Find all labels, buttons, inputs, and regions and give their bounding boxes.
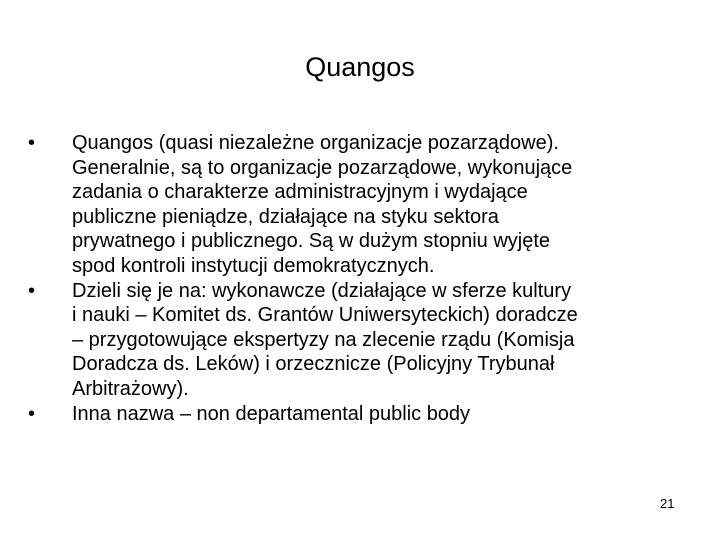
bullet-icon: • [28, 279, 36, 302]
bullet-icon: • [28, 132, 36, 154]
bullet-text-line: publiczne pieniądze, działające na styku sektora [72, 205, 499, 228]
bullet-text-line: i nauki – Komitet ds. Grantów Uniwersyteckich) doradcze [72, 304, 578, 327]
bullet-item [0, 279, 720, 402]
bullet-item [0, 402, 720, 427]
bullet-item [0, 131, 720, 279]
bullet-list [0, 131, 720, 426]
bullet-text-line: Generalnie, są to organizacje pozarządowe, wykonujące [72, 156, 573, 179]
bullet-text-line: zadania o charakterze administracyjnym i wydające [72, 181, 528, 204]
bullet-text-line: Inna nazwa – non departamental public body [72, 402, 471, 425]
slide-title: Quangos [305, 52, 415, 82]
bullet-text-line: prywatnego i publicznego. Są w dużym stopniu wyjęte [72, 230, 551, 253]
bullet-text-line: Arbitrażowy). [72, 377, 189, 400]
bullet-icon: • [28, 402, 36, 425]
page-number: 21 [660, 496, 675, 511]
bullet-text-line: Dzieli się je na: wykonawcze (działające w sferze kultury [72, 279, 572, 302]
bullet-text-line: Quangos (quasi niezależne organizacje pozarządowe). [72, 132, 559, 154]
bullet-text-line: spod kontroli instytucji demokratycznych. [72, 254, 435, 277]
bullet-text-line: – przygotowujące ekspertyzy na zlecenie rządu (Komisja [72, 328, 575, 351]
bullet-text-line: Doradcza ds. Leków) i orzecznicze (Policyjny Trybunał [72, 353, 555, 376]
